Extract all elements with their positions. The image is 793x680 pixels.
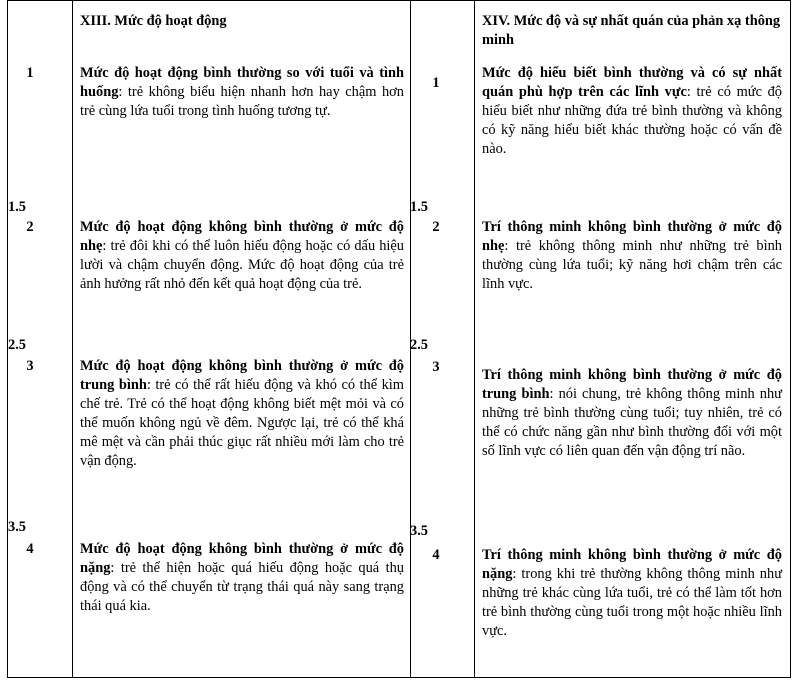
level-title: Trí thông minh không bình thường ở mức độ nặng — [482, 547, 782, 582]
level-description-3 — [482, 366, 782, 461]
level-title: Mức độ hiểu biết bình thường và có sự nhất quán phù hợp trên các lĩnh vực — [482, 65, 782, 100]
level-description-1 — [482, 64, 782, 159]
score-1: 1 — [26, 65, 34, 81]
level-text: : trẻ có mức độ hiểu biết như những đứa trẻ bình thường và không có kỹ năng hiểu biết khác thường hoặc có vấn đề nào. — [482, 84, 782, 157]
level-title: Mức độ hoạt động không bình thường ở mức độ nhẹ — [80, 219, 404, 254]
level-text: : nói chung, trẻ không thông minh như những trẻ bình thường cùng tuổi; tuy nhiên, trẻ có thể có chức năng gần như bình thường đối với một số lĩnh vực có liên quan đến vận động trí não. — [482, 386, 782, 459]
level-description-4 — [482, 546, 782, 641]
level-text: : trẻ có thể rất hiếu động và khó có thể kìm chế trẻ. Trẻ có thể hoạt động không biết mệt mỏi và có thể muốn không ngủ về đêm. Ngược lại, trẻ có thể khá mê mệt và cần phải thúc giục rất nhiều mới làm cho trẻ vận động. — [80, 377, 404, 469]
score-4: 4 — [432, 547, 440, 563]
score-2-5: 2.5 — [8, 337, 26, 353]
level-description-4 — [80, 540, 404, 616]
score-3-5: 3.5 — [8, 519, 26, 535]
score-2-5: 2.5 — [410, 337, 428, 353]
level-title: Mức độ hoạt động bình thường so với tuổi và tình huống — [80, 65, 404, 100]
level-title: Mức độ hoạt động không bình thường ở mức độ trung bình — [80, 358, 404, 393]
score-2: 2 — [432, 219, 440, 235]
level-description-2 — [80, 218, 404, 294]
section-title-activity: XIII. Mức độ hoạt động — [80, 13, 227, 29]
level-description-1 — [80, 64, 404, 121]
score-2: 2 — [26, 219, 34, 235]
level-description-3 — [80, 357, 404, 471]
level-title: Trí thông minh không bình thường ở mức độ trung bình — [482, 367, 782, 402]
score-3: 3 — [26, 358, 34, 374]
section-title-intelligence: XIV. Mức độ và sự nhất quán của phản xạ thông minh — [482, 13, 781, 48]
score-1-5: 1.5 — [410, 199, 428, 215]
score-3-5: 3.5 — [410, 523, 428, 539]
level-text: : trẻ đôi khi có thể luôn hiếu động hoặc có dấu hiệu lười và chậm chuyển động. Mức độ hoạt động của trẻ ảnh hưởng rất nhỏ đến kết quả hoạt động của trẻ. — [80, 238, 404, 292]
level-text: : trẻ không thông minh như những trẻ bình thường cùng lứa tuổi; kỹ năng hơi chậm trên các lĩnh vực. — [482, 238, 782, 292]
score-1: 1 — [432, 75, 440, 91]
score-3: 3 — [432, 359, 440, 375]
column-divider — [474, 1, 475, 677]
level-title: Trí thông minh không bình thường ở mức độ nhẹ — [482, 219, 782, 254]
level-text: : trẻ không biểu hiện nhanh hơn hay chậm hơn trẻ cùng lứa tuổi trong tình huống tương tự. — [80, 84, 404, 119]
level-text: : trẻ thể hiện hoặc quá hiếu động hoặc quá thụ động và có thể chuyển từ trạng thái quá này sang trạng thái quá kia. — [80, 560, 404, 614]
score-1-5: 1.5 — [8, 199, 26, 215]
level-description-2 — [482, 218, 782, 294]
score-4: 4 — [26, 541, 34, 557]
level-text: : trong khi trẻ thường không thông minh như những trẻ khác cùng lứa tuổi, trẻ có thể làm tốt hơn trẻ bình thường cùng tuổi trong một hoặc nhiều lĩnh vực. — [482, 566, 782, 639]
column-divider — [72, 1, 73, 677]
level-title: Mức độ hoạt động không bình thường ở mức độ nặng — [80, 541, 404, 576]
